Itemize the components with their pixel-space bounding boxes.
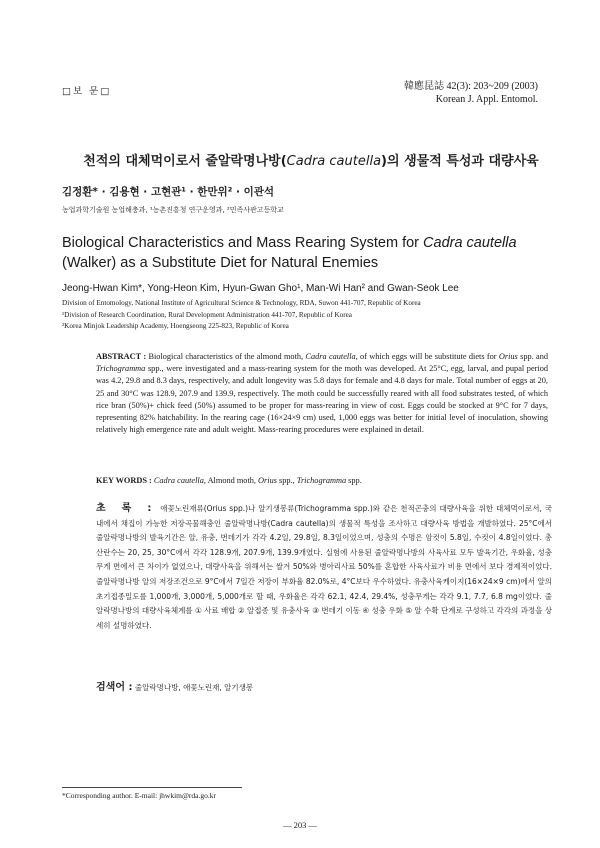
english-title-species: Cadra cautella <box>423 235 517 251</box>
abstract-text: spp. and <box>517 352 548 361</box>
keyword-species: Cadra cautella <box>153 476 204 485</box>
english-authors: Jeong-Hwan Kim*, Yong-Heon Kim, Hyun-Gwan Gho¹, Man-Wi Han² and Gwan-Seok Lee <box>62 283 459 294</box>
korean-abstract-text: 애꽃노린재류(Orius spp.)나 알기생봉류(Trichogramma spp.)와 같은 천적곤충의 대량사육을 위한 대체먹이로서, 국내에서 채집이 가능한 저장곡물해충인 줄알락명나방(Cadra cautella)의 생물적 특성을 조사하고 대량사육 방법을 개발하였다. 25°C에서 줄알락명나방의 발육기간은 알, 유충, 번데기가 각각 4.2일, 29.8일, 8.3일이었으며, 성충의 수명은 암컷이 5.8일, 수컷이 4.8일이었다. 총산란수는 20, 25, 30°C에서 각각 128.9개, 207.9개, 139.9개였다. 실험에 사용된 줄알락명나방의 사육사료 모두 발육기간, 우화율, 성충무게 면에서 큰 차이가 없었으나, 대량사육을 위해서는 쌀겨 50%와 병아리사료 50%를 혼합한 사육사료가 비용 면에서 보다 경제적이었다. 줄알락명나방 알의 저장조건으로 9°C에서 7일간 저장이 부화율 82.0%로, 4°C보다 우수하였다. 유충사육케이지(16×24×9 cm)에서 알의 초기접종밀도를 1,000개, 3,000개, 5,000개로 할 때, 우화율은 각각 62.1, 42.4, 29.4%, 성충무게는 각각 9.1, 7.7, 6.8 mg이었다. 줄알락명나방의 대량사육체계를 ① 사료 배합 ② 알접종 및 유충사육 ③ 번데기 이동 ④ 성충 우화 ⑤ 알 수확 단계로 구성하고 각각의 과정을 상세히 설명하였다. <box>96 504 552 630</box>
english-affiliations <box>62 298 421 333</box>
abstract-text: spp., were investigated and a mass-rearing system for the moth was developed. At 25°C, egg, larval, and pupal period was 4.2, 29.8 and 8.3 days, respectively, and adult longevity was 5.8 days for female and 4.8 days for male. Total number of eggs at 20, 25 and 30°C was 128.9, 207.9 and 139.9, respectively. The moth could be successfully reared with all food substrates tested, of which rice bran (50%)+ chick feed (50%) assumed to be proper for mass-rearing in view of cost. Eggs could be stocked at 9°C for 7 days, representing 82% hatchability. In the rearing cage (16×24×9 cm) used, 1,000 eggs was better for initial level of inoculation, showing relatively high emergence rate and adult weight. Mass-rearing procedures were explained in detail. <box>96 364 548 435</box>
korean-title-pre: 천적의 대체먹이로서 줄알락명나방( <box>83 154 287 169</box>
english-abstract <box>96 351 548 436</box>
korean-authors: 김정환* · 김용현 · 고현관¹ · 한만위² · 이관석 <box>62 186 275 198</box>
abstract-species: Cadra cautella <box>305 352 356 361</box>
korean-abstract <box>96 502 552 633</box>
abstract-genus: Orius <box>498 352 518 361</box>
english-title-pre: Biological Characteristics and Mass Rearing System for <box>62 235 424 251</box>
abstract-label: ABSTRACT : <box>96 352 147 361</box>
affiliation-line: Division of Entomology, National Institute of Agricultural Science & Technology, RDA, Suwon 441-707, Republic of Korea <box>62 299 421 307</box>
journal-header <box>404 80 538 106</box>
abstract-text: , of which eggs will be substitute diets for <box>355 352 499 361</box>
korean-title <box>62 150 560 169</box>
page-number: — 203 — <box>283 820 317 830</box>
korean-title-post: )의 생물적 특성과 대량사육 <box>381 154 539 169</box>
english-title-post: (Walker) as a Substitute Diet for Natural Enemies <box>62 255 379 271</box>
abstract-genus: Trichogramma <box>96 364 146 374</box>
korean-title-species: Cadra cautella <box>286 154 382 169</box>
journal-name: Korean J. Appl. Entomol. <box>435 94 538 105</box>
keyword-genus: Orius <box>258 476 277 485</box>
korean-keywords-label: 검색어 : <box>96 682 133 693</box>
affiliation-line: ¹Division of Research Coordination, Rural Development Administration 441-707, Republic of Korea <box>62 310 352 319</box>
korean-keywords <box>96 678 253 693</box>
keyword-text: spp., <box>276 476 297 485</box>
footnote-rule <box>62 787 242 788</box>
keywords-label: KEY WORDS : <box>96 476 152 485</box>
korean-affiliations: 농업과학기술원 농업해충과, ¹농촌진흥청 연구운영과, ²민족사관고등학교 <box>62 206 284 214</box>
keyword-text: , Almond moth, <box>203 476 259 485</box>
keyword-genus: Trichogramma <box>296 476 347 485</box>
korean-keywords-text: 줄알락명나방, 애꽃노린재, 알기생봉 <box>132 683 254 692</box>
keyword-text: spp. <box>346 476 362 485</box>
keywords <box>96 476 362 485</box>
journal-citation: 韓應昆誌 42(3): 203~209 (2003) <box>403 81 538 92</box>
affiliation-line: ²Korea Minjok Leadership Academy, Hoengseong 225-823, Republic of Korea <box>62 322 289 330</box>
english-title <box>62 233 562 273</box>
section-label: □보 문□ <box>62 86 112 97</box>
abstract-text: Biological characteristics of the almond moth, <box>146 352 306 361</box>
corresponding-author: *Corresponding author. E-mail: jhwkim@rda.go.kr <box>62 791 216 800</box>
korean-abstract-label: 초 록 : <box>96 503 158 514</box>
